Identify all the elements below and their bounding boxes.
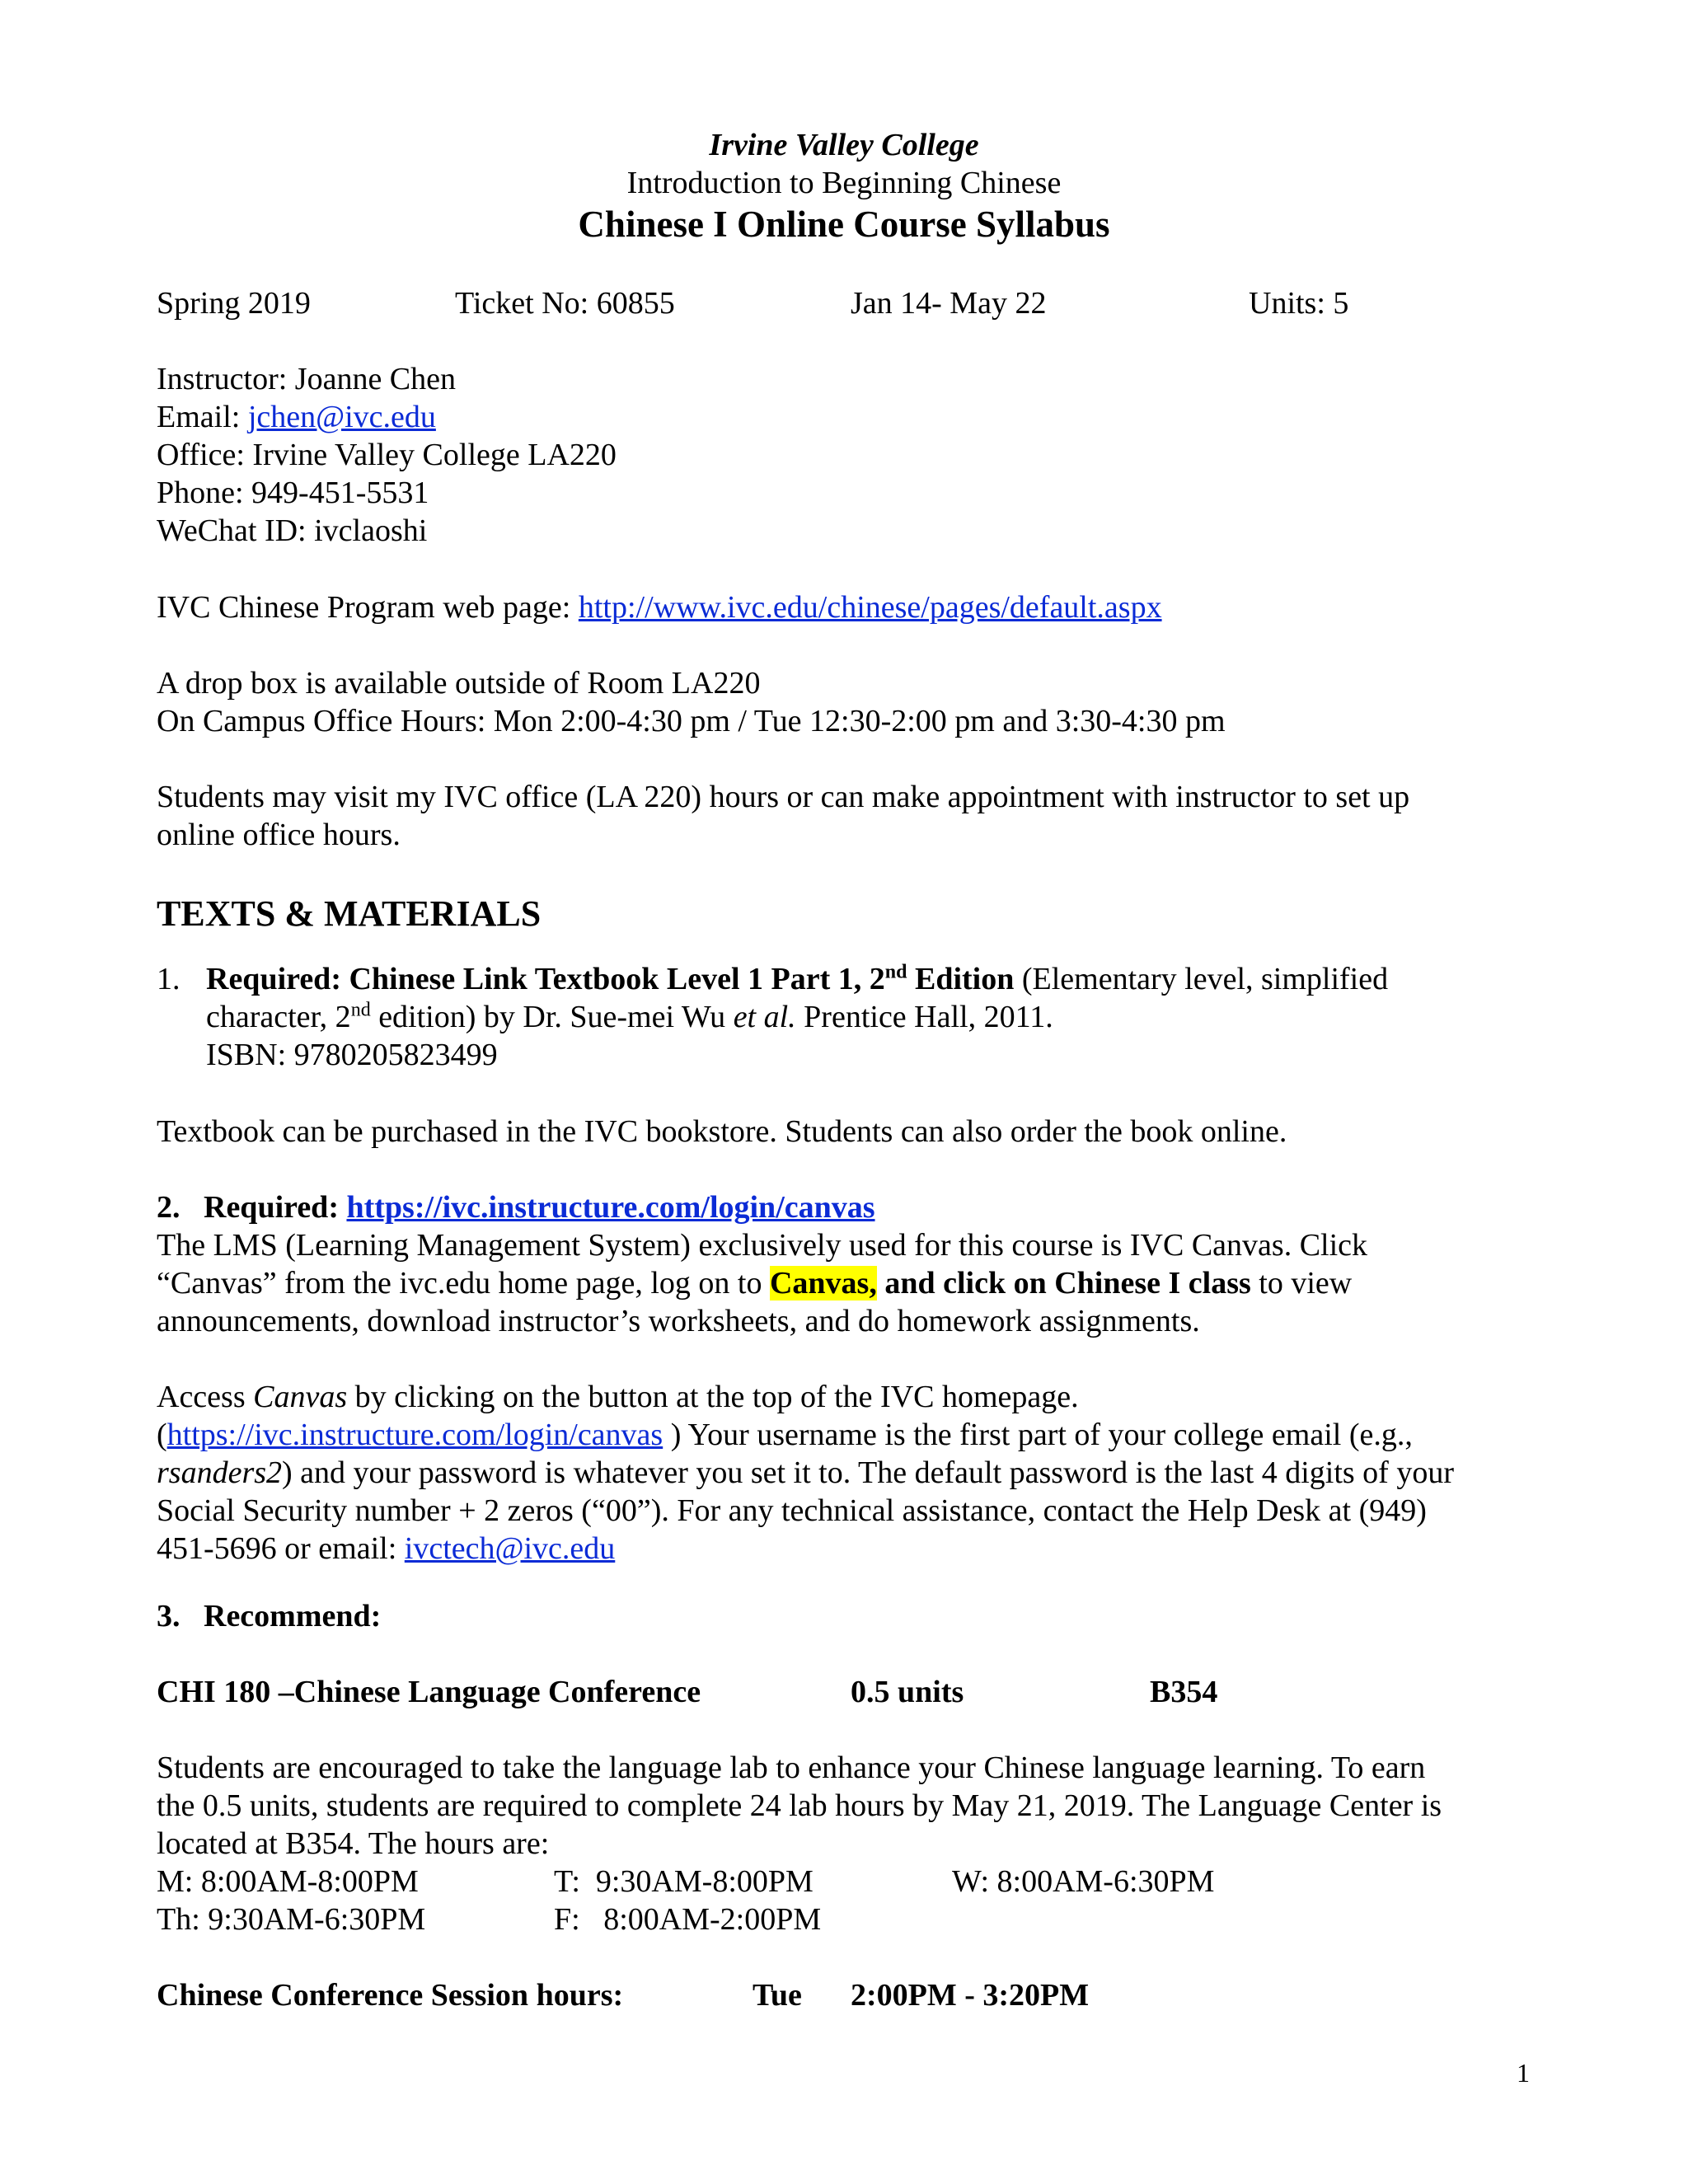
required-textbook: Required: Chinese Link Textbook Level 1 Part 1, 2nd Edition (Elementary level, simplified character, 2nd edition) by Dr. Sue-mei Wu et al. Prentice Hall, 2011. ISBN: 9780205823499 <box>206 961 1389 1072</box>
instructor-wechat: WeChat ID: ivclaoshi <box>157 513 428 548</box>
dropbox-note: A drop box is available outside of Room LA220 <box>157 666 761 701</box>
instructor-email-link[interactable]: jchen@ivc.edu <box>247 400 436 434</box>
lab-hours-wed: W: 8:00AM-6:30PM <box>952 1864 1215 1899</box>
program-web-link[interactable]: http://www.ivc.edu/chinese/pages/default.aspx <box>578 590 1162 625</box>
session-day: Tue <box>753 1978 802 2013</box>
course-subtitle: Introduction to Beginning Chinese <box>626 166 1062 200</box>
college-name: Irvine Valley College <box>709 128 979 162</box>
isbn: ISBN: 9780205823499 <box>206 1038 498 1072</box>
office-visit-paragraph: Students may visit my IVC office (LA 220) hours or can make appointment with instructor to set up online office hours. <box>157 780 1410 852</box>
item1-number: 1. <box>157 962 181 996</box>
conference-room: B354 <box>1150 1675 1218 1709</box>
help-desk-email-link[interactable]: ivctech@ivc.edu <box>404 1531 616 1566</box>
lab-hours-tue: T: 9:30AM-8:00PM <box>554 1864 814 1899</box>
instructor-name: Instructor: Joanne Chen <box>157 362 457 396</box>
program-web-line: IVC Chinese Program web page: http://www.ivc.edu/chinese/pages/default.aspx <box>157 590 1162 625</box>
campus-office-hours: On Campus Office Hours: Mon 2:00-4:30 pm / Tue 12:30-2:00 pm and 3:30-4:30 pm <box>157 704 1226 738</box>
course-dates: Jan 14- May 22 <box>851 286 1047 321</box>
lab-hours-thu: Th: 9:30AM-6:30PM <box>157 1902 426 1937</box>
instructor-block <box>157 360 617 550</box>
office-hours-block <box>157 664 1226 740</box>
term: Spring 2019 <box>157 286 311 321</box>
canvas-login-link-2[interactable]: https://ivc.instructure.com/login/canvas <box>166 1418 663 1452</box>
session-time: 2:00PM - 3:20PM <box>851 1978 1090 2013</box>
canvas-access-paragraph: Access Canvas by clicking on the button at the top of the IVC homepage. (https://ivc.instructure.com/login/canvas ) Your username is the first part of your college email (e.g., rsanders2) and your password is whatever you set it to. The default password is the last 4 digits of your Social Security number + 2 zeros (“00”). For any technical assistance, contact the Help Desk at (949) 451-5696 or email: ivctech@ivc.edu <box>157 1380 1454 1566</box>
instructor-phone: Phone: 949-451-5531 <box>157 476 429 510</box>
canvas-highlight: Canvas, <box>769 1266 877 1301</box>
required-canvas-block: 2. Required: https://ivc.instructure.com/login/canvas The LMS (Learning Management System) exclusively used for this course is IVC Canvas. Click “Canvas” from the ivc.edu home page, log on to Canvas, and click on Chinese I class to view announcements, download instructor’s worksheets, and do homework assignments. <box>157 1190 1368 1338</box>
course-units: Units: 5 <box>1249 286 1349 321</box>
lab-hours-fri: F: 8:00AM-2:00PM <box>554 1902 822 1937</box>
conference-paragraph: Students are encouraged to take the language lab to enhance your Chinese language learning. To earn the 0.5 units, students are required to complete 24 lab hours by May 21, 2019. The Language Center is located at B354. The hours are: <box>157 1750 1442 1861</box>
recommend-heading: 3. Recommend: <box>157 1599 382 1633</box>
texts-materials-heading: TEXTS & MATERIALS <box>157 893 542 934</box>
instructor-email-line: Email: jchen@ivc.edu <box>157 400 436 434</box>
ticket-number: Ticket No: 60855 <box>455 286 675 321</box>
session-hours-label: Chinese Conference Session hours: <box>157 1978 624 2013</box>
lab-hours-mon: M: 8:00AM-8:00PM <box>157 1864 419 1899</box>
conference-course: CHI 180 –Chinese Language Conference <box>157 1675 701 1709</box>
page-title: Chinese I Online Course Syllabus <box>578 204 1110 245</box>
instructor-office: Office: Irvine Valley College LA220 <box>157 438 617 472</box>
conference-units: 0.5 units <box>851 1675 964 1709</box>
textbook-purchase-note: Textbook can be purchased in the IVC bookstore. Students can also order the book online. <box>157 1114 1287 1149</box>
page-number: 1 <box>1517 2058 1530 2088</box>
canvas-login-link[interactable]: https://ivc.instructure.com/login/canvas <box>346 1190 875 1225</box>
